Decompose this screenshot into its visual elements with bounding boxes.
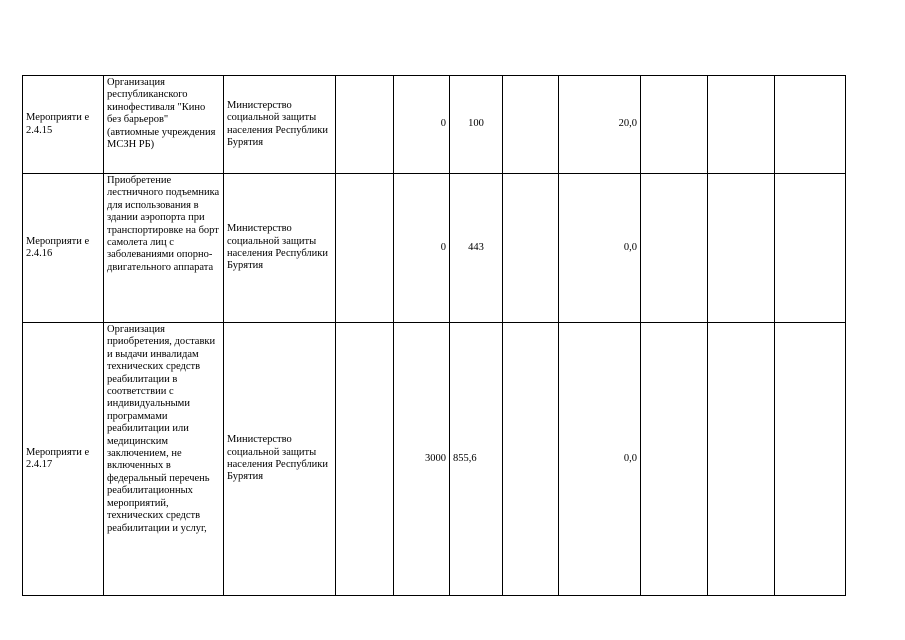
value-cell-1: 3000 [394,323,450,596]
activity-code: Мероприяти е 2.4.16 [23,174,104,323]
value-cell-2: 100 [450,76,503,174]
activity-executor: Министерство социальной защиты населения Республики Бурятия [224,174,336,323]
value-cell-3: 0,0 [559,323,641,596]
empty-cell [775,174,846,323]
empty-cell [708,323,775,596]
empty-cell [503,174,559,323]
empty-cell [775,323,846,596]
table-row [23,76,846,174]
value-cell-2: 855,6 [450,323,503,596]
table-row [23,174,846,323]
empty-cell [641,76,708,174]
value-cell-2: 443 [450,174,503,323]
empty-cell [336,323,394,596]
activity-executor: Министерство социальной защиты населения Республики Бурятия [224,76,336,174]
empty-cell [641,323,708,596]
value-cell-3: 0,0 [559,174,641,323]
empty-cell [708,76,775,174]
empty-cell [503,76,559,174]
activity-code: Мероприяти е 2.4.17 [23,323,104,596]
activity-code: Мероприяти е 2.4.15 [23,76,104,174]
empty-cell [336,76,394,174]
activity-name: Приобретение лестничного подъемника для использования в здании аэропорта при транспортировке на борт самолета лиц с заболеваниями опорно-двигательного аппарата [104,174,224,323]
activity-name: Организация приобретения, доставки и выдачи инвалидам технических средств реабилитации в соответствии с индивидуальными программами реабилитации или медицинским заключением, не включенных в федеральный перечень реабилитационных мероприятий, технических средств реабилитации и услуг, [104,323,224,596]
empty-cell [336,174,394,323]
activity-executor: Министерство социальной защиты населения Республики Бурятия [224,323,336,596]
empty-cell [708,174,775,323]
value-cell-1: 0 [394,174,450,323]
empty-cell [775,76,846,174]
empty-cell [641,174,708,323]
value-cell-1: 0 [394,76,450,174]
value-cell-3: 20,0 [559,76,641,174]
empty-cell [503,323,559,596]
activity-name: Организация республиканского кинофестиваля "Кино без барьеров" (автиомные учреждения МСЗН РБ) [104,76,224,174]
table-row [23,323,846,596]
program-activities-table [22,75,846,596]
